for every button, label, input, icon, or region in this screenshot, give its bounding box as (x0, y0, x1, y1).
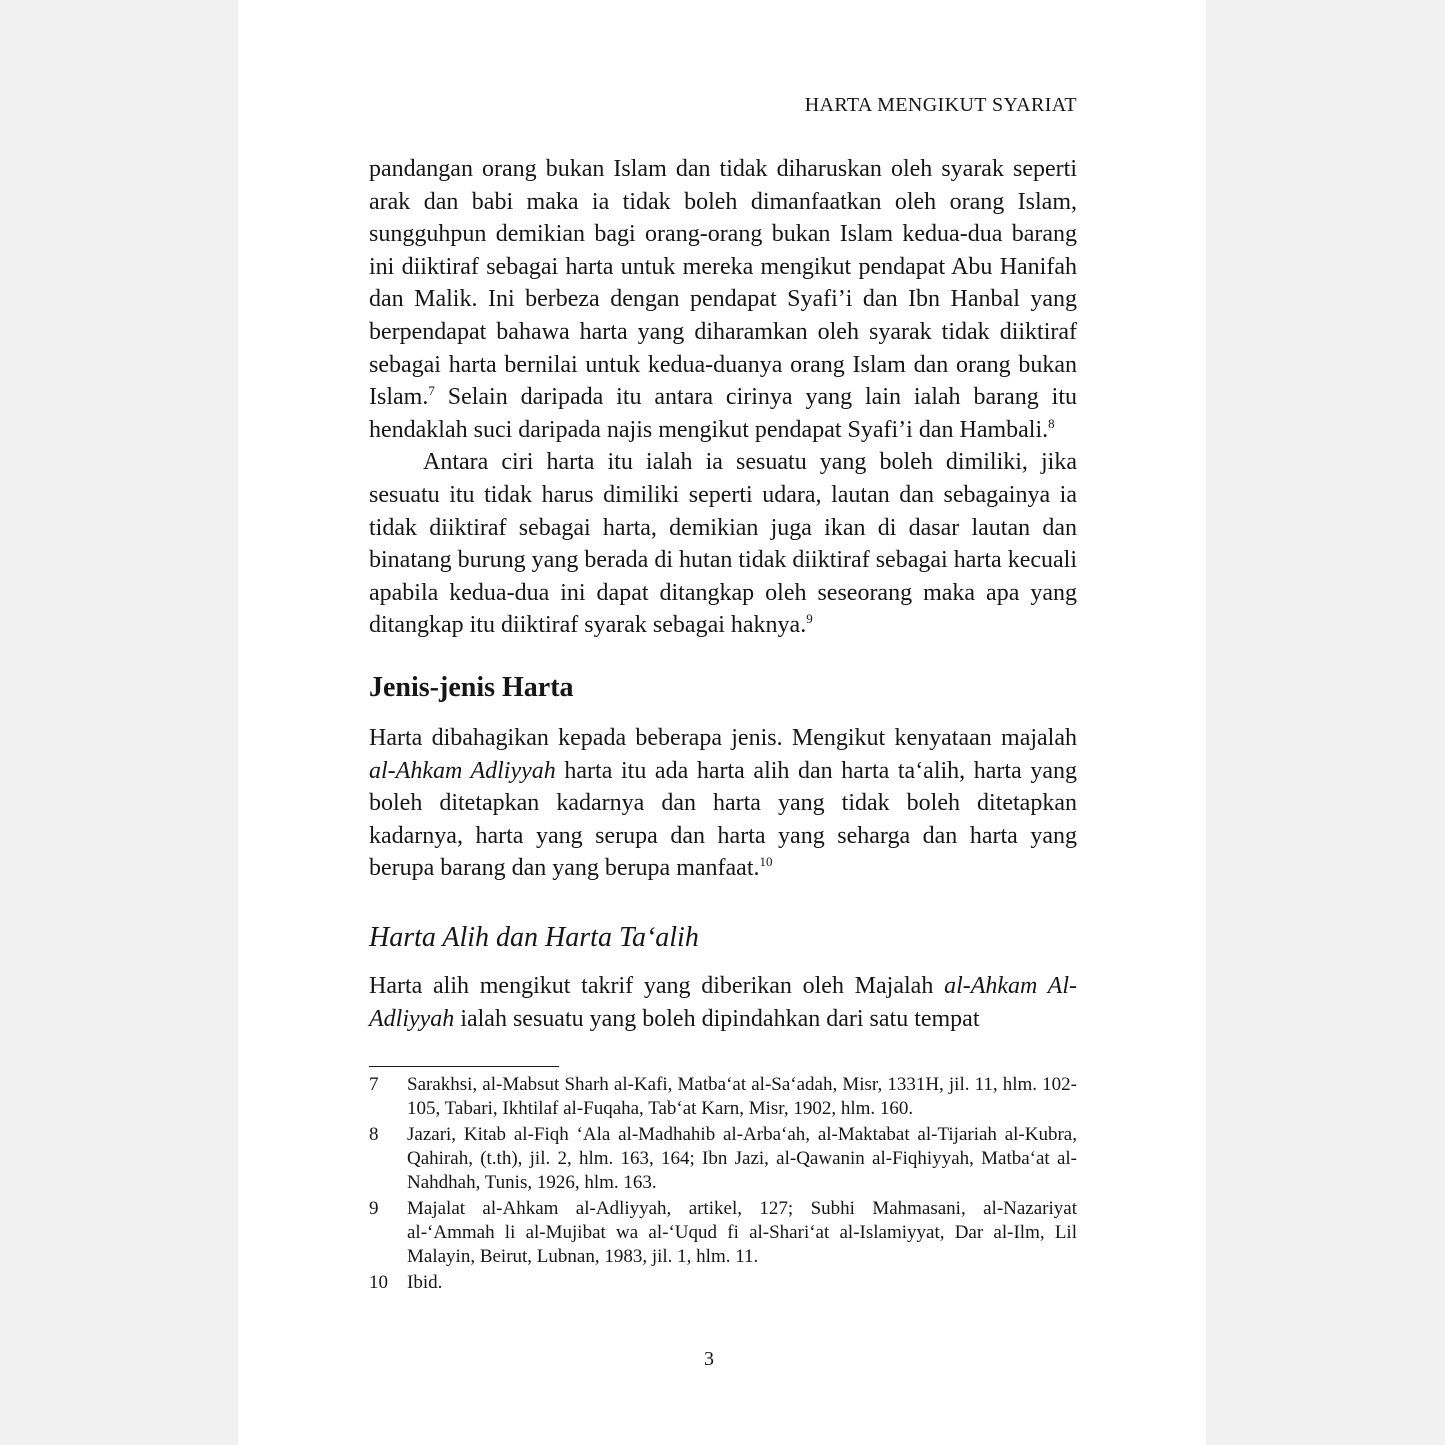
text-block-2 (369, 722, 1077, 885)
footnote-number: 10 (369, 1272, 388, 1293)
paragraph-1-text: pandangan orang bukan Islam dan tidak diharuskan oleh syarak seperti arak dan babi maka ia tidak boleh dimanfaatkan oleh orang Islam, sungguhpun demikian bagi orang-orang bukan Islam kedua-dua barang ini diiktiraf sebagai harta untuk mereka mengikut pendapat Abu Hanifah dan Malik. Ini berbeza dengan pendapat Syafi’i dan Ibn Hanbal yang berpendapat bahawa harta yang diharamkan oleh syarak tidak diiktiraf sebagai harta bernilai untuk kedua-duanya orang Islam dan orang bukan Islam. (369, 156, 1077, 411)
footnote-number: 8 (369, 1124, 379, 1145)
paragraph-4-text-cont: ialah sesuatu yang boleh dipindahkan dari satu tempat (454, 1005, 980, 1032)
page-number: 3 (704, 1348, 714, 1370)
footnote-number: 9 (369, 1198, 379, 1219)
footnote-text: Sarakhsi, al-Mabsut Sharh al-Kafi, Matba‘at al-Sa‘adah, Misr, 1331H, jil. 11, hlm. 102-105, Tabari, Ikhtilaf al-Fuqaha, Tab‘at Karn, Misr, 1902, hlm. 160. (407, 1074, 1077, 1119)
footnote-ref-8[interactable]: 8 (1048, 415, 1055, 431)
paragraph-4 (369, 970, 1077, 1035)
subsection-heading: Harta Alih dan Harta Ta‘alih (369, 922, 699, 953)
footnote-divider (369, 1066, 559, 1067)
text-block-3 (369, 970, 1077, 1035)
paragraph-1-text-cont: Selain daripada itu antara cirinya yang lain ialah barang itu hendaklah suci daripada najis mengikut pendapat Syafi’i dan Hambali. (369, 384, 1077, 443)
paragraph-2 (369, 446, 1077, 642)
footnote-ref-7[interactable]: 7 (428, 383, 435, 399)
footnote-9 (369, 1197, 1077, 1269)
footnote-number: 7 (369, 1074, 379, 1095)
footnote-text: Ibid. (407, 1272, 443, 1293)
footnote-8 (369, 1123, 1077, 1195)
footnote-10 (369, 1271, 1077, 1295)
paragraph-3-text: Harta dibahagikan kepada beberapa jenis. Mengikut kenyataan majalah (369, 725, 1077, 751)
section-heading: Jenis-jenis Harta (369, 672, 574, 703)
book-page (238, 0, 1206, 1445)
footnote-7 (369, 1073, 1077, 1121)
paragraph-2-text: Antara ciri harta itu ialah ia sesuatu yang boleh dimiliki, jika sesuatu itu tidak harus dimiliki seperti udara, lautan dan sebagainya ia tidak diiktiraf sebagai harta, demikian juga ikan di dasar lautan dan binatang burung yang berada di hutan tidak diiktiraf sebagai harta kecuali apabila kedua-dua ini dapat ditangkap oleh seseorang maka apa yang ditangkap itu diiktiraf syarak sebagai haknya. (369, 449, 1077, 639)
footnote-text: Majalat al-Ahkam al-Adliyyah, artikel, 127; Subhi Mahmasani, al-Nazariyat al-‘Ammah li al-Mujibat wa al-‘Uqud fi al-Shari‘at al-Islamiyyat, Dar al-Ilm, Lil Malayin, Beirut, Lubnan, 1983, jil. 1, hlm. 11. (407, 1198, 1077, 1267)
running-head: HARTA MENGIKUT SYARIAT (804, 94, 1077, 116)
footnote-text: Jazari, Kitab al-Fiqh ‘Ala al-Madhahib al-Arba‘ah, al-Maktabat al-Tijariah al-Kubra, Qahirah, (t.th), jil. 2, hlm. 163, 164; Ibn Jazi, al-Qawanin al-Fiqhiyyah, Matba‘at al-Nahdhah, Tunis, 1926, hlm. 163. (407, 1124, 1077, 1193)
text-block-1 (369, 153, 1077, 642)
paragraph-3-text-cont: harta itu ada harta alih dan harta ta‘alih, harta yang boleh ditetapkan kadarnya dan harta yang tidak boleh ditetapkan kadarnya, harta yang serupa dan harta yang seharga dan harta yang berupa barang dan yang berupa manfaat. (369, 757, 1078, 882)
paragraph-3 (369, 722, 1077, 885)
footnote-ref-9[interactable]: 9 (806, 611, 813, 627)
paragraph-3-italic: al-Ahkam Adliyyah (369, 757, 556, 784)
footnote-ref-10[interactable]: 10 (759, 854, 773, 870)
paragraph-1 (369, 153, 1077, 446)
paragraph-4-italic: al-Ahkam Al-Adliyyah (369, 973, 1077, 1032)
footnotes (369, 1073, 1077, 1297)
paragraph-4-text: Harta alih mengikut takrif yang diberikan oleh Majalah (369, 973, 945, 999)
